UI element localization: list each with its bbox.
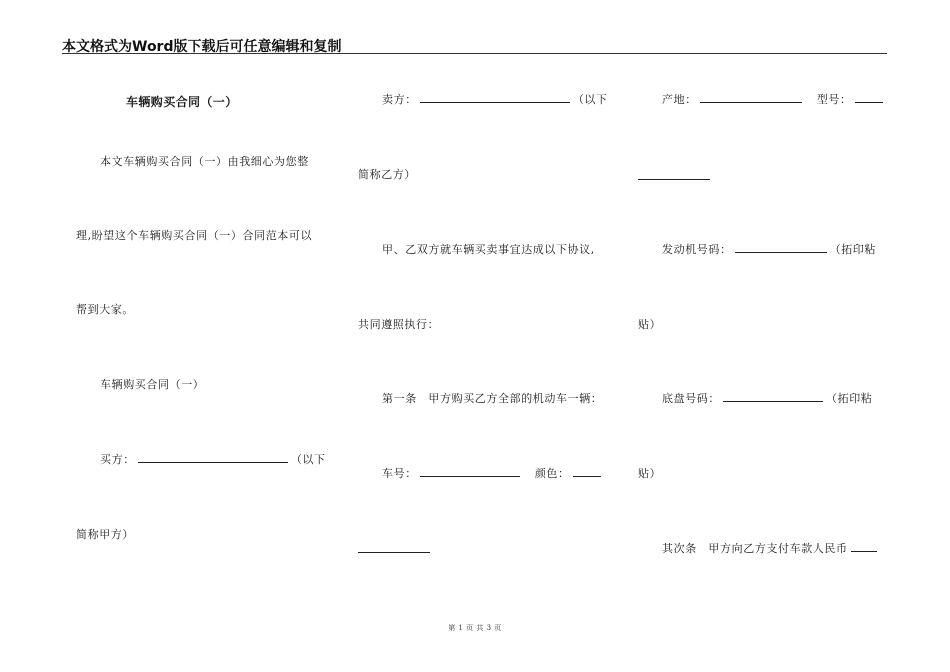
chassis-line [662, 392, 872, 406]
chassis-suffix: （拓印粘 [826, 392, 873, 405]
buyer-blank [138, 453, 288, 463]
plate-color-line [382, 467, 604, 481]
model-label: 型号： [816, 93, 852, 106]
agreement-line-1: 甲、乙双方就车辆买卖事宜达成以下协议, [382, 243, 595, 256]
intro-line-2: 理,盼望这个车辆购买合同（一）合同范本可以 [76, 229, 313, 242]
buyer-line [100, 453, 326, 467]
origin-model-line [662, 93, 886, 107]
buyer-note: 简称甲方） [76, 528, 134, 541]
price-blank [851, 542, 877, 552]
article-1: 第一条 甲方购买乙方全部的机动车一辆： [382, 392, 603, 405]
agreement-line-2: 共同遵照执行： [358, 318, 440, 331]
seller-blank [420, 93, 570, 103]
buyer-label: 买方： [100, 453, 135, 466]
contract-title: 车辆购买合同（一） [126, 95, 238, 109]
plate-blank [420, 467, 520, 477]
origin-blank [700, 93, 802, 103]
plate-label: 车号： [382, 467, 417, 480]
continuation-blank [358, 552, 430, 553]
article-2: 其次条 甲方向乙方支付车款人民币 [662, 542, 848, 555]
intro-line-1: 本文车辆购买合同（一）由我细心为您整 [100, 155, 309, 168]
chassis-suffix-2: 贴） [638, 467, 662, 480]
seller-suffix: （以下 [572, 93, 608, 106]
engine-line [662, 243, 876, 257]
contract-subtitle: 车辆购买合同（一） [100, 378, 205, 391]
buyer-suffix: （以下 [290, 453, 326, 466]
article-2-line [662, 542, 880, 556]
model-blank [855, 93, 883, 103]
engine-label: 发动机号码： [662, 243, 732, 256]
intro-line-3: 帮到大家。 [76, 303, 134, 316]
color-label: 颜色： [534, 467, 570, 480]
chassis-label: 底盘号码： [662, 392, 720, 405]
seller-line [382, 93, 608, 107]
model-continuation-blank [638, 179, 710, 180]
color-blank [573, 467, 601, 477]
origin-label: 产地： [662, 93, 697, 106]
engine-suffix-2: 贴） [638, 318, 662, 331]
seller-note: 简称乙方） [358, 168, 416, 181]
engine-suffix: （拓印粘 [829, 243, 877, 256]
column-3 [638, 0, 888, 620]
page-footer: 第 1 页 共 3 页 [448, 624, 502, 632]
chassis-blank [723, 392, 823, 402]
column-1 [76, 0, 326, 620]
column-2 [358, 0, 608, 620]
engine-blank [735, 243, 827, 253]
document-header-title: 本文格式为Word版下载后可任意编辑和复制 [62, 39, 342, 55]
seller-label: 卖方： [382, 93, 417, 106]
